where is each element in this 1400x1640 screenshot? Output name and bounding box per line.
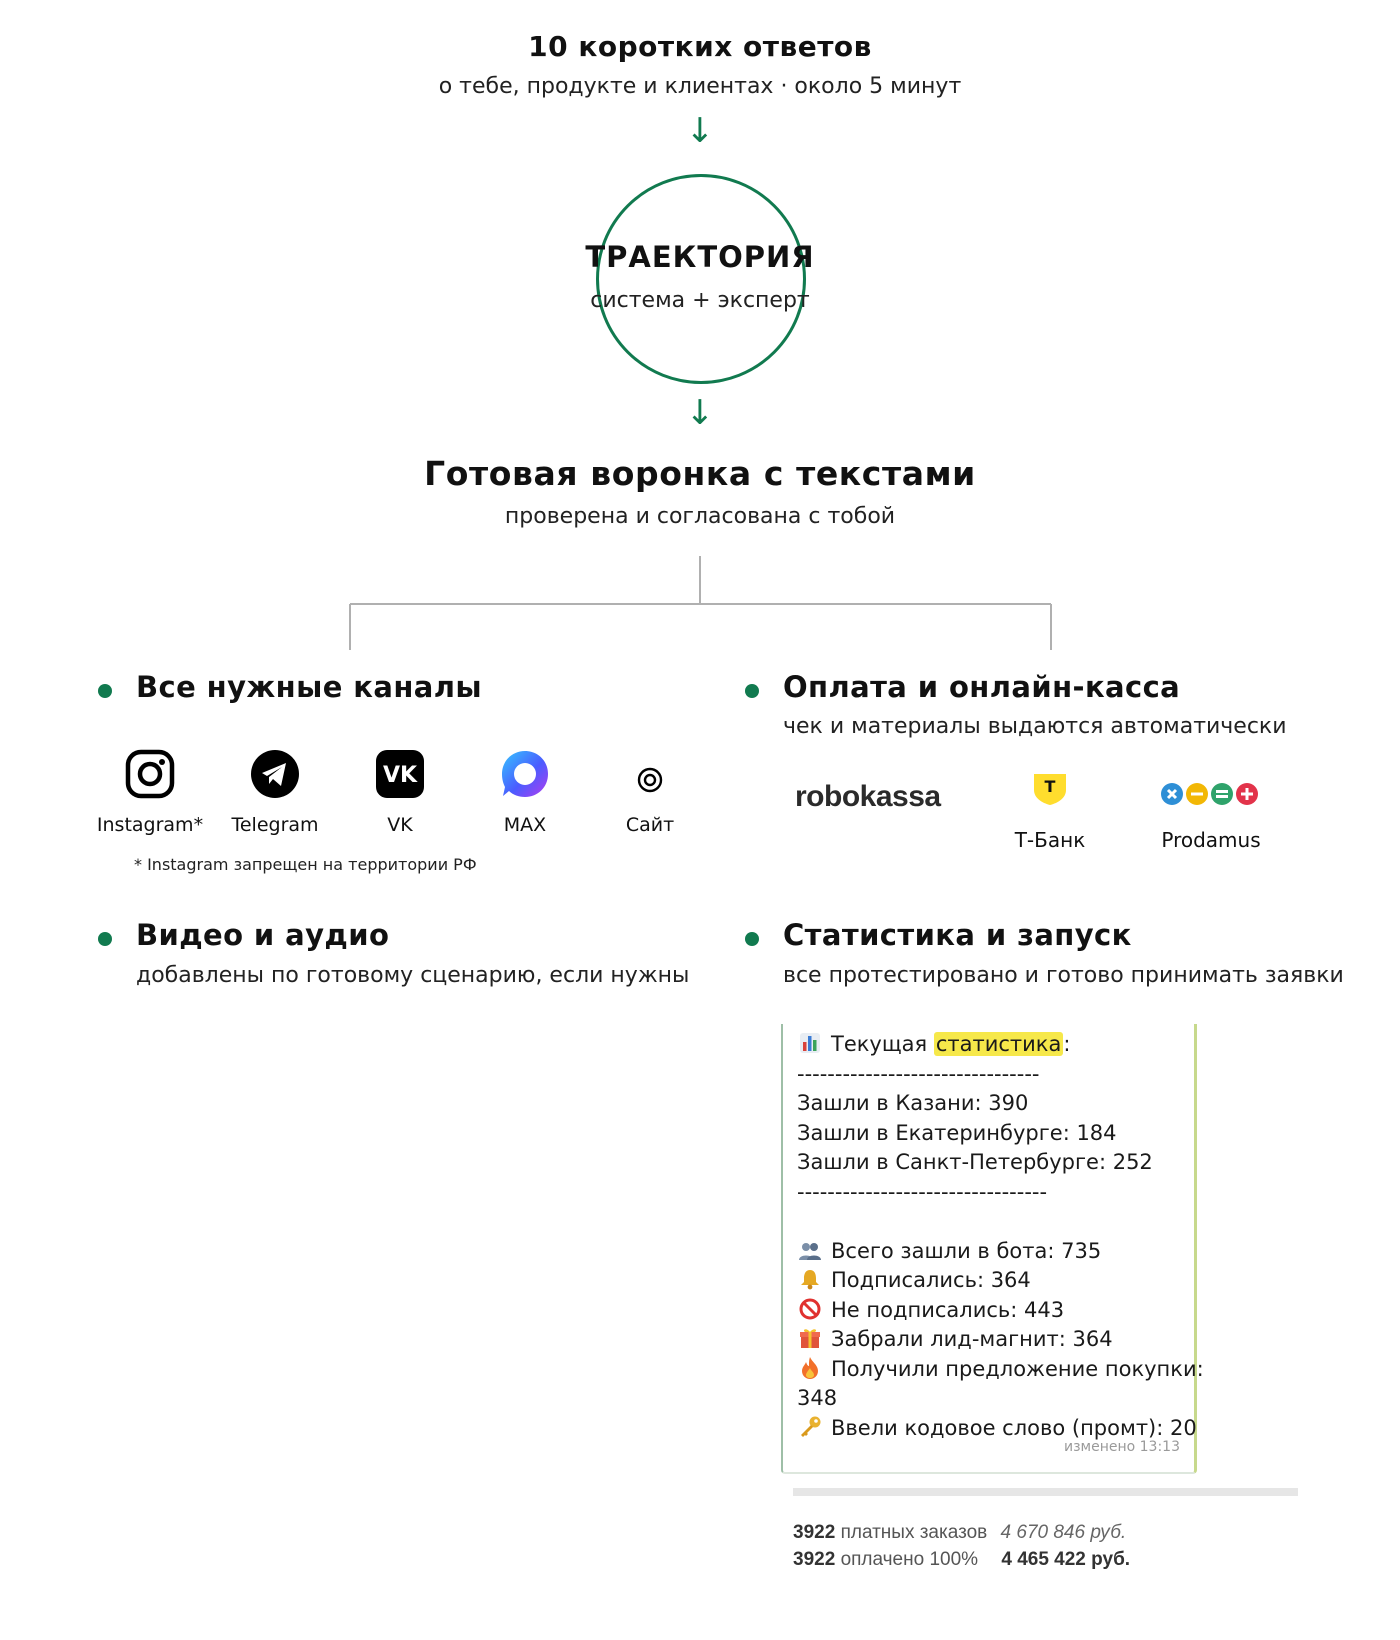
instagram-note: * Instagram запрещен на территории РФ [134,855,477,874]
channel-label: Instagram* [96,814,204,836]
gift-icon [797,1325,823,1355]
prohibited-icon [797,1296,823,1326]
stats-subtitle: все протестировано и готово принимать заявки [783,963,1344,988]
payment-title: Оплата и онлайн-касса [783,670,1181,704]
people-icon [797,1237,823,1267]
stat-city-kazan: Зашли в Казани: 390 [797,1091,1029,1115]
channel-site[interactable] [590,748,710,836]
stat-offer-value: 348 [797,1386,838,1410]
robokassa-logo: robokassa [795,780,941,813]
channel-label: MAX [503,814,547,836]
bullet-dot [745,684,759,698]
channel-telegram[interactable] [215,748,335,836]
highlight: статистика [935,1032,1062,1056]
site-icon [590,748,710,800]
channel-instagram[interactable] [90,748,210,836]
key-icon [797,1414,823,1444]
stats-header: Текущая статистика: [797,1030,1194,1060]
arrow-down-icon: ↓ [685,393,715,433]
vk-icon [340,748,460,800]
top-title: 10 коротких ответов [528,30,872,63]
channel-label: Telegram [231,814,319,836]
media-title: Видео и аудио [136,918,390,952]
prodamus-logo [1161,782,1261,806]
channel-label: Сайт [625,814,675,836]
bullet-dot [98,684,112,698]
core-subtitle: система + эксперт [590,288,810,313]
orders-row-paid-orders: 3922 платных заказов 4 670 846 руб. [793,1522,1127,1543]
prodamus-label: Prodamus [1161,828,1261,852]
channel-max[interactable] [465,748,585,836]
stat-total: Всего зашли в бота: 735 [797,1237,1194,1267]
stat-city-spb: Зашли в Санкт-Петербурге: 252 [797,1150,1153,1174]
core-title: ТРАЕКТОРИЯ [585,240,815,274]
payment-subtitle: чек и материалы выдаются автоматически [783,714,1287,739]
bell-icon [797,1266,823,1296]
tbank-mark: Т [1044,777,1056,796]
stats-message-card [781,1024,1204,1474]
stat-subscribed: Подписались: 364 [797,1266,1194,1296]
svg-text:VK: VK [382,763,418,788]
channel-vk[interactable] [340,748,460,836]
tbank-logo [1030,772,1070,806]
bar-chart-icon [797,1030,823,1060]
channel-label: VK [387,814,413,836]
stat-code-word: Ввели кодовое слово (промт): 20 [797,1414,1194,1444]
result-title: Готовая воронка с текстами [424,454,976,493]
divider-text: -------------------------------- [797,1061,1040,1086]
branch-connector [0,0,1400,660]
stat-not-subscribed: Не подписались: 443 [797,1296,1194,1326]
stat-lead-magnet: Забрали лид-магнит: 364 [797,1325,1194,1355]
bullet-dot [745,932,759,946]
arrow-down-icon: ↓ [685,111,715,151]
orders-row-paid-percent: 3922 оплачено 100% 4 465 422 руб. [793,1549,1131,1570]
fire-icon [797,1355,823,1385]
media-subtitle: добавлены по готовому сценарию, если нужны [136,963,690,988]
top-subtitle: о тебе, продукте и клиентах · около 5 минут [438,74,962,99]
tbank-label: Т-Банк [1014,828,1086,852]
stat-offer: Получили предложение покупки: [797,1355,1194,1385]
channels-title: Все нужные каналы [136,670,483,704]
edited-timestamp: изменено 13:13 [1064,1438,1180,1455]
telegram-icon [215,748,335,800]
orders-divider [793,1488,1298,1496]
stats-title: Статистика и запуск [783,918,1132,952]
divider-text: --------------------------------- [797,1179,1048,1204]
result-subtitle: проверена и согласована с тобой [504,504,896,529]
stat-city-ekb: Зашли в Екатеринбурге: 184 [797,1120,1117,1145]
max-icon [465,748,585,800]
bullet-dot [98,932,112,946]
instagram-icon [90,748,210,800]
